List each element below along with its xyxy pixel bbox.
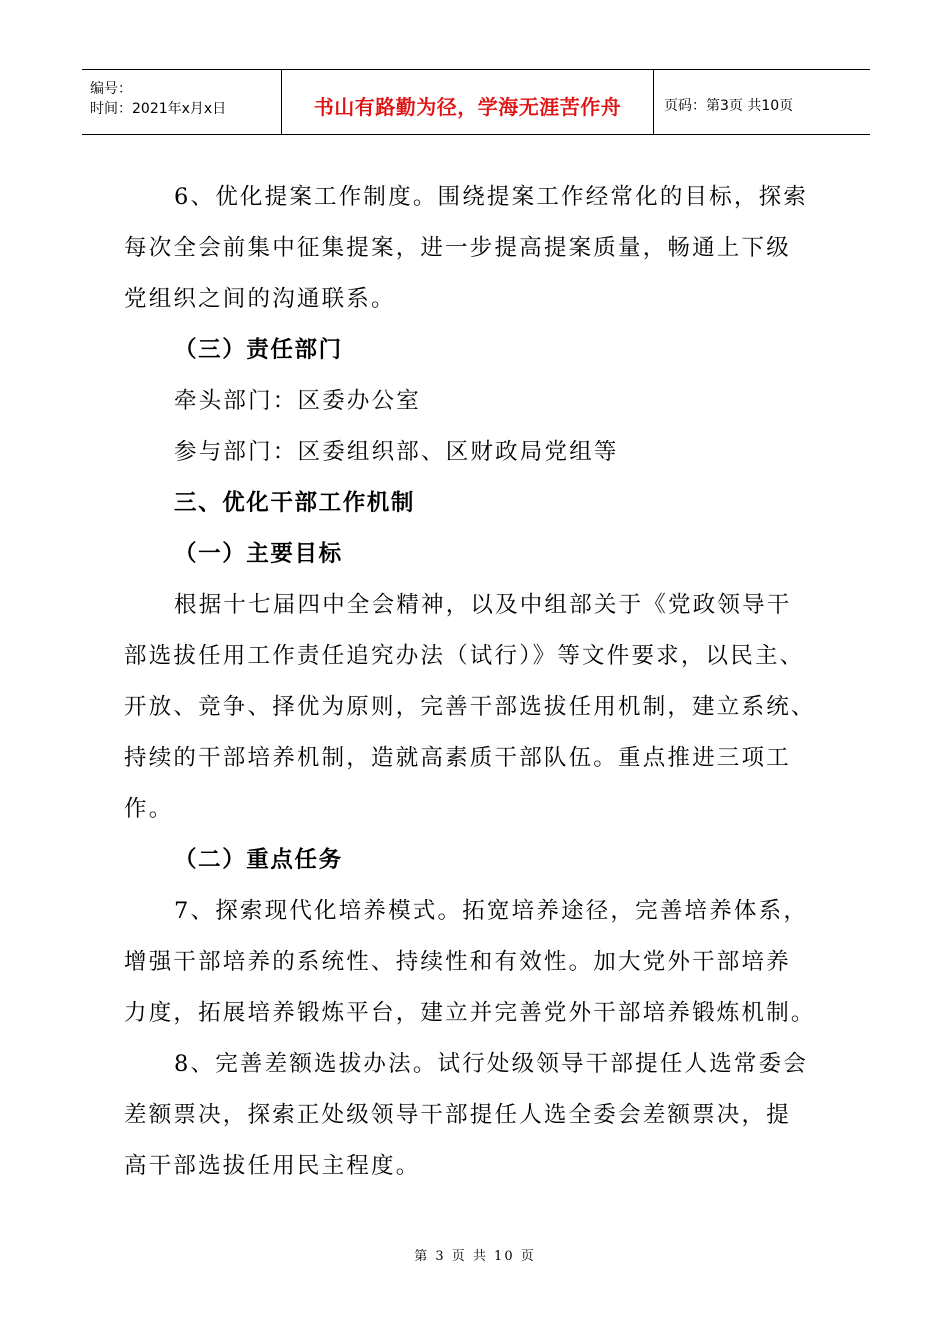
paragraph-line: 党组织之间的沟通联系。 xyxy=(124,286,396,312)
paragraph-line: 持续的干部培养机制，造就高素质干部队伍。重点推进三项工 xyxy=(124,745,791,771)
page-footer: 第 3 页 共 10 页 xyxy=(414,1249,536,1264)
section-heading: （三）责任部门 xyxy=(174,337,343,363)
paragraph-line: 力度，拓展培养锻炼平台，建立并完善党外干部培养锻炼机制。 xyxy=(124,1000,816,1026)
paragraph-line: 每次全会前集中征集提案，进一步提高提案质量，畅通上下级 xyxy=(124,235,791,261)
paragraph-line: 部选拔任用工作责任追究办法（试行）》等文件要求，以民主、 xyxy=(124,643,805,669)
paragraph-line: 高干部选拔任用民主程度。 xyxy=(124,1153,421,1179)
paragraph-line: 6、优化提案工作制度。围绕提案工作经常化的目标，探索 xyxy=(174,184,809,210)
section-heading: （二）重点任务 xyxy=(174,847,343,873)
paragraph-line: 作。 xyxy=(124,796,174,822)
paragraph-line: 根据十七届四中全会精神，以及中组部关于《党政领导干 xyxy=(174,592,792,618)
chapter-heading: 三、优化干部工作机制 xyxy=(174,490,416,516)
header-page-info: 页码：第3页 共10页 xyxy=(664,98,794,114)
paragraph-line: 参与部门：区委组织部、区财政局党组等 xyxy=(174,439,619,465)
header-motto-cell xyxy=(282,70,654,134)
page-header xyxy=(82,69,870,135)
paragraph-line: 8、完善差额选拔办法。试行处级领导干部提任人选常委会 xyxy=(174,1051,809,1077)
doc-time-label: 时间：2021年x月x日 xyxy=(90,101,227,117)
paragraph-line: 7、探索现代化培养模式。拓宽培养途径，完善培养体系， xyxy=(174,898,809,924)
section-heading: （一）主要目标 xyxy=(174,541,343,567)
paragraph-line: 增强干部培养的系统性、持续性和有效性。加大党外干部培养 xyxy=(124,949,791,975)
paragraph-line: 差额票决，探索正处级领导干部提任人选全委会差额票决，提 xyxy=(124,1102,791,1128)
doc-number-label: 编号： xyxy=(90,81,132,97)
document-body xyxy=(124,172,828,1192)
header-motto: 书山有路勤为径，学海无涯苦作舟 xyxy=(313,94,622,119)
header-meta xyxy=(82,70,282,134)
paragraph-line: 牵头部门：区委办公室 xyxy=(174,388,422,414)
paragraph-line: 开放、竞争、择优为原则，完善干部选拔任用机制，建立系统、 xyxy=(124,694,816,720)
